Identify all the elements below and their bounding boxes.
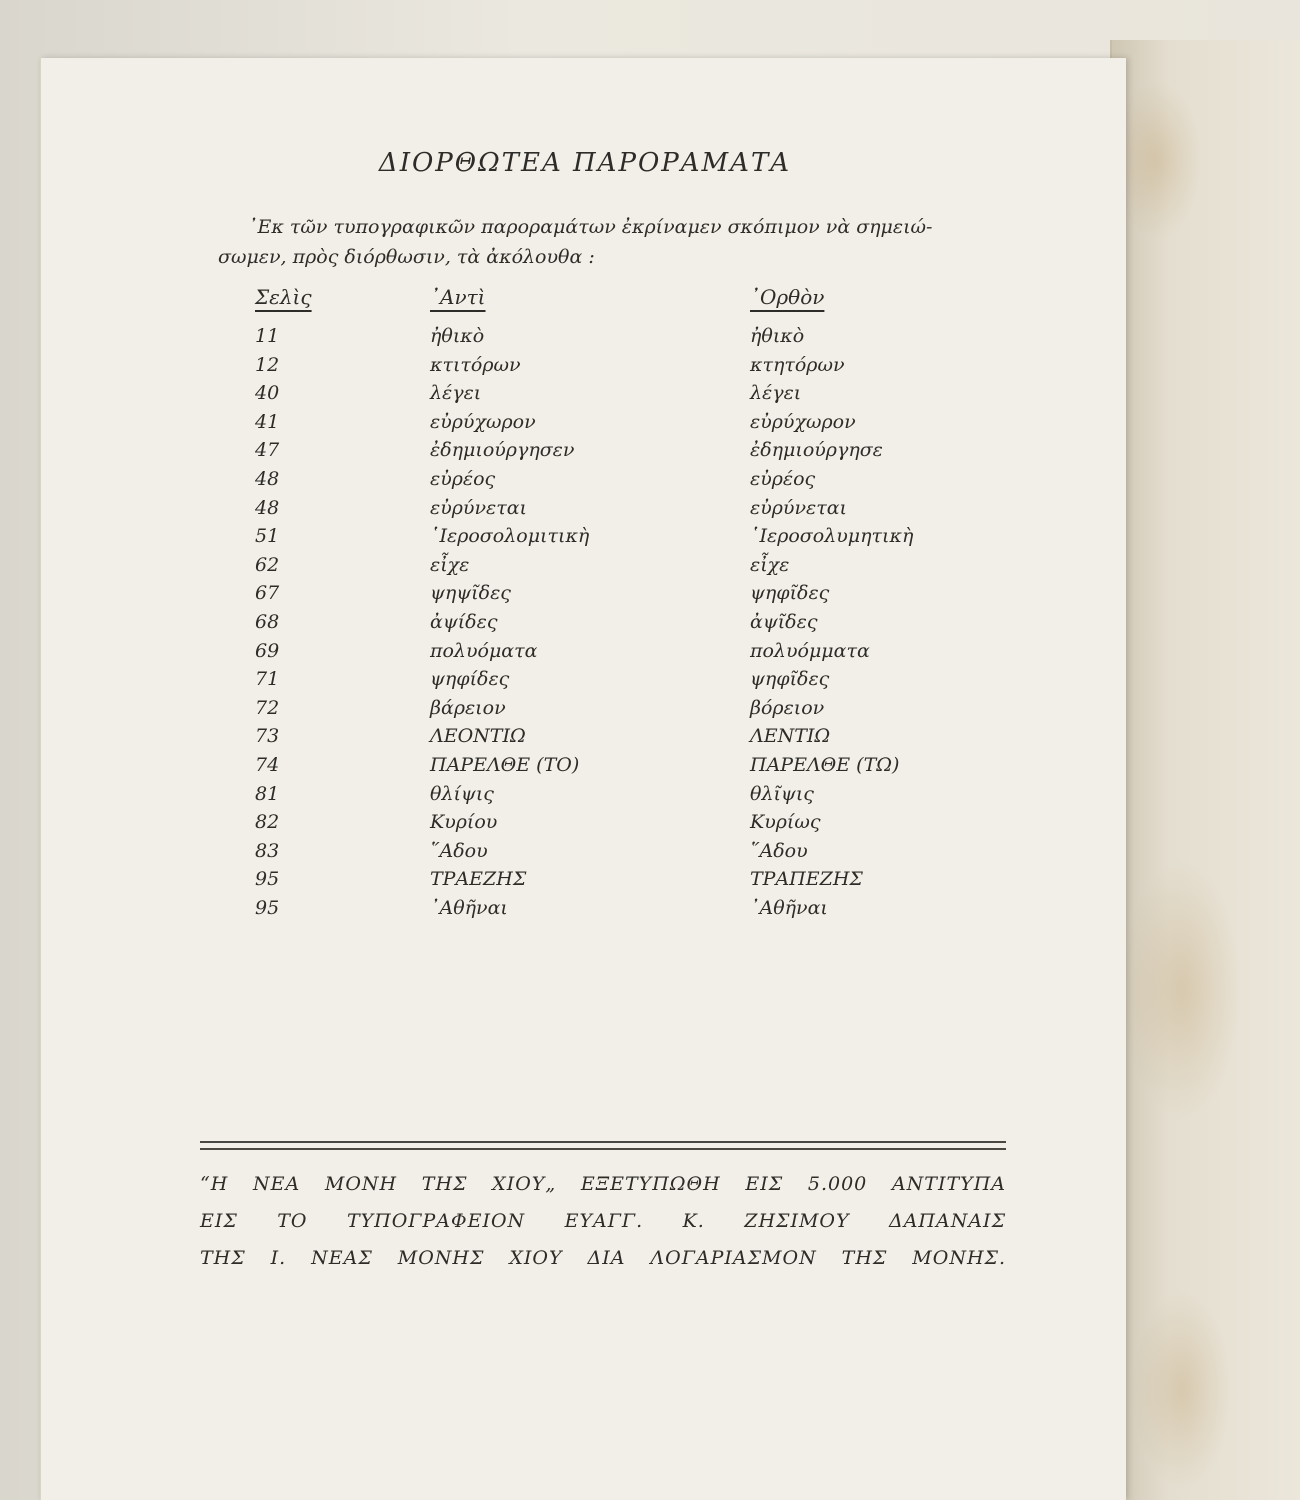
row-correct: κτητόρων: [750, 353, 845, 376]
row-page: 41: [255, 410, 280, 433]
row-page: 62: [255, 553, 280, 576]
row-correct: ψηφῖδες: [750, 668, 830, 691]
row-page: 48: [255, 468, 280, 490]
row-correct: λέγει: [750, 382, 802, 405]
errata-row: [255, 868, 1015, 897]
header-page: Σελὶς: [255, 285, 312, 309]
errata-row: [255, 354, 1015, 383]
row-instead: ΠΑΡΕΛΘΕ (ΤΟ): [430, 754, 580, 776]
header-instead: ᾿Αντὶ: [430, 285, 486, 309]
errata-row: [255, 497, 1015, 526]
row-page: 95: [255, 868, 280, 891]
row-page: 72: [255, 696, 280, 719]
row-instead: βάρειον: [430, 696, 506, 719]
errata-row: [255, 468, 1015, 497]
row-correct: θλῖψις: [750, 782, 814, 805]
page-title: ΔΙΟΡΘΩΤΕΑ ΠΑΡΟΡΑΜΑΤΑ: [378, 148, 792, 178]
row-correct: ἐδημιούργησε: [750, 439, 883, 462]
errata-row: [255, 611, 1015, 640]
row-correct: ῞Αδου: [750, 839, 808, 862]
row-instead: ἐδημιούργησεν: [430, 439, 575, 462]
row-correct: πολυόμματα: [750, 639, 870, 662]
adjacent-page-edge: [1110, 40, 1300, 1500]
row-page: 95: [255, 897, 280, 919]
row-instead: λέγει: [430, 382, 482, 405]
row-instead: ἀψίδες: [430, 611, 498, 633]
row-correct: εὐρέος: [750, 468, 816, 490]
errata-row: [255, 382, 1015, 411]
row-page: 68: [255, 611, 280, 633]
colophon-line: “Η ΝΕΑ ΜΟΝΗ ΤΗΣ ΧΙΟΥ„ ΕΞΕΤΥΠΩΘΗ ΕΙΣ 5.000 ΑΝΤΙΤΥΠΑ: [200, 1173, 1006, 1195]
row-instead: εὐρύχωρον: [430, 410, 536, 433]
row-correct: ΛΕΝΤΙΩ: [750, 725, 831, 748]
row-correct: ῾Ιεροσολυμητικὴ: [750, 525, 914, 548]
errata-row: [255, 325, 1015, 354]
row-instead: ᾿Αθῆναι: [430, 897, 508, 919]
errata-row: [255, 668, 1015, 697]
colophon-line: ΤΗΣ Ι. ΝΕΑΣ ΜΟΝΗΣ ΧΙΟΥ ΔΙΑ ΛΟΓΑΡΙΑΣΜΟΝ ΤΗΣ ΜΟΝΗΣ.: [200, 1247, 1006, 1269]
row-instead: ΛΕΟΝΤΙΩ: [430, 725, 526, 748]
row-correct: εὐρύνεται: [750, 496, 848, 519]
row-correct: ψηφῖδες: [750, 582, 830, 605]
errata-row: [255, 840, 1015, 869]
row-page: 69: [255, 639, 280, 662]
header-correct: ᾿Ορθὸν: [750, 285, 825, 309]
row-page: 82: [255, 811, 280, 834]
errata-row: [255, 525, 1015, 554]
colophon: [200, 1166, 1006, 1277]
divider-rule: [200, 1148, 1006, 1150]
divider-rule: [200, 1141, 1006, 1143]
row-instead: εἶχε: [430, 553, 470, 576]
row-instead: ἠθικὸ: [430, 325, 485, 347]
errata-row: [255, 725, 1015, 754]
intro-paragraph: [218, 212, 1008, 272]
errata-row: [255, 582, 1015, 611]
row-instead: κτιτόρων: [430, 353, 521, 376]
colophon-line: ΕΙΣ ΤΟ ΤΥΠΟΓΡΑΦΕΙΟΝ ΕΥΑΓΓ. Κ. ΖΗΣΙΜΟΥ ΔΑΠΑΝΑΙΣ: [200, 1210, 1006, 1232]
row-page: 51: [255, 525, 280, 548]
errata-row: [255, 897, 1015, 926]
row-instead: ψηψῖδες: [430, 582, 511, 605]
errata-row: [255, 697, 1015, 726]
row-correct: βόρειον: [750, 696, 825, 719]
errata-row: [255, 754, 1015, 783]
row-page: 81: [255, 782, 280, 805]
row-correct: ἠθικὸ: [750, 325, 805, 347]
row-instead: ῞Αδου: [430, 839, 488, 862]
intro-line: ᾿Εκ τῶν τυπογραφικῶν παροραμάτων ἐκρίναμεν σκόπιμον νὰ σημειώ-: [248, 216, 933, 238]
row-instead: ψηφίδες: [430, 668, 510, 691]
intro-line: σωμεν, πρὸς διόρθωσιν, τὰ ἀκόλουθα :: [218, 246, 595, 268]
row-instead: Κυρίου: [430, 811, 498, 834]
row-instead: εὐρύνεται: [430, 496, 528, 519]
row-page: 40: [255, 382, 280, 405]
errata-row: [255, 811, 1015, 840]
row-page: 67: [255, 582, 280, 605]
row-correct: εἶχε: [750, 553, 790, 576]
row-correct: Κυρίως: [750, 811, 821, 834]
errata-row: [255, 411, 1015, 440]
row-correct: ἀψῖδες: [750, 611, 818, 633]
row-instead: εὐρέος: [430, 468, 496, 490]
row-instead: ῾Ιεροσολομιτικὴ: [430, 525, 590, 548]
row-instead: ΤΡΑΕΖΗΣ: [430, 868, 527, 891]
errata-row: [255, 554, 1015, 583]
row-correct: εὐρύχωρον: [750, 410, 856, 433]
row-page: 11: [255, 325, 280, 347]
row-correct: ΠΑΡΕΛΘΕ (ΤΩ): [750, 754, 900, 776]
row-correct: ΤΡΑΠΕΖΗΣ: [750, 868, 863, 891]
row-page: 71: [255, 668, 280, 691]
row-page: 73: [255, 725, 280, 748]
row-instead: πολυόματα: [430, 639, 538, 662]
row-page: 74: [255, 754, 280, 776]
row-page: 83: [255, 839, 280, 862]
row-correct: ᾿Αθῆναι: [750, 897, 828, 919]
errata-row: [255, 640, 1015, 669]
errata-row: [255, 439, 1015, 468]
row-instead: θλίψις: [430, 782, 494, 805]
errata-row: [255, 783, 1015, 812]
row-page: 48: [255, 496, 280, 519]
row-page: 12: [255, 353, 280, 376]
row-page: 47: [255, 439, 280, 462]
